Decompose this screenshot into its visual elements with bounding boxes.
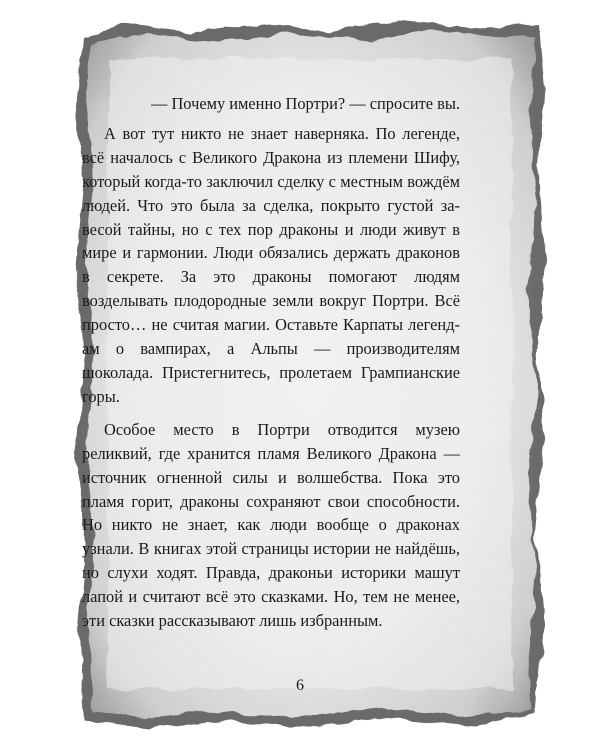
dialogue-line: — Почему именно Портри? — спросите вы. — [150, 94, 460, 113]
page-text — [82, 92, 460, 633]
page-number: 6 — [296, 677, 304, 694]
paragraph-1: А вот тут никто не знает наверняка. По легенде, всё началось с Великого Дракона из племени Шифу, который когда-то заключил сделку с местным вождём людей. Что это была за сделка, покрыто густой завесой тайны, но с тех пор драконы и люди живут в мире и гармонии. Люди обязались держать драконов в секрете. За это драконы помогают людям возделывать плодородные земли вокруг Портри. Всё просто… не считая магии. Оставьте Карпаты легендам о вампирах, а Альпы — производителям шоколада. Пристегнитесь, пролетаем Грампианские горы. — [82, 123, 460, 406]
paragraph-2: Особое место в Портри отводится музею реликвий, где хранится пламя Великого Дракона — источник огненной силы и волшебства. Пока это пламя горит, драконы сохраняют свои способности. Но никто не знает, как люди вообще о драконах узнали. В книгах этой страницы истории не найдёшь, но слухи ходят. Правда, драконьи историки машут лапой и считают всё это сказками. Но, тем не менее, эти сказки рассказывают лишь избранным. — [82, 419, 460, 631]
